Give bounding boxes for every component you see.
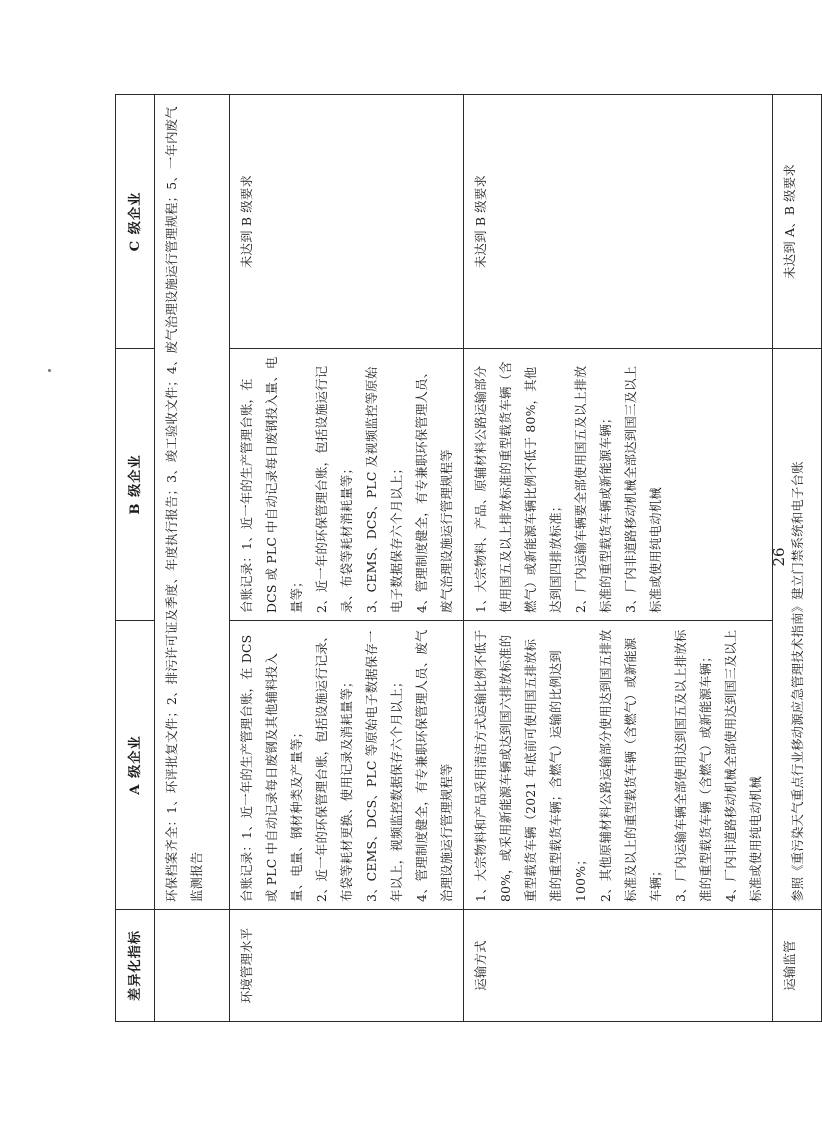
list-item: 2、其他原辅材料公路运输部分使用达到国五排放标准及以上的重型载货车辆（含燃气）或新能源车辆； [598, 629, 663, 902]
grade-c-supervision: 未达到 A、B 级要求 [773, 95, 822, 349]
empty-label-cell [155, 910, 230, 1022]
header-indicator: 差异化指标 [116, 910, 155, 1022]
grade-a-management [230, 621, 464, 910]
table-header-row [116, 95, 155, 1022]
page-number: 26 [770, 547, 788, 567]
list-item: 3、厂内运输车辆全部使用达到国五及以上排放标准的重型载货车辆（含燃气）或新能源车辆； [673, 629, 713, 902]
header-grade-c: C 级企业 [116, 95, 155, 349]
list-item: 4、管理制度健全，有专兼职环保管理人员、废气治理设施运行管理规程等 [414, 365, 454, 613]
list-item: 台账记录：1、近一年的生产管理台账，在 DCS 或 PLC 中自动记录每日废钢投入量、电量等； [239, 356, 304, 613]
grade-b-transport [464, 349, 773, 621]
list-item: 4、管理制度健全，有专兼职环保管理人员、废气治理设施运行管理规程等 [414, 629, 454, 902]
row-label-transport: 运输方式 [464, 910, 773, 1022]
grade-c-transport: 未达到 B 级要求 [464, 95, 773, 349]
row-label-supervision: 运输监管 [773, 910, 822, 1022]
list-item: 1、大宗物料、产品、原辅材料公路运输部分使用国五及以上排放标准的重型载货车辆（含燃气）或新能源车辆比例不低于 80%，其他达到国四排放标准； [473, 361, 563, 613]
differentiation-indicator-table [115, 94, 822, 1022]
grade-b-management [230, 349, 464, 621]
table-row-transport-mode [464, 95, 773, 1022]
list-item: 3、CEMS、DCS、PLC 及视频监控等原始电子数据保存六个月以上； [364, 366, 404, 613]
grade-ab-supervision: 参照《重污染天气重点行业移动源应急管理技术指南》建立门禁系统和电子台账 [773, 349, 822, 910]
list-item: 3、CEMS、DCS、PLC 等原始电子数据保存一年以上，视频监控数据保存六个月以上； [364, 630, 404, 902]
scan-speck [48, 369, 51, 372]
records-requirement: 环保档案齐全：1、环评批复文件；2、排污许可证及季度、年度执行报告；3、竣工验收文件；4、废气治理设施运行管理规程；5、一年内废气监测报告 [155, 95, 230, 910]
table-row-environmental-records [155, 95, 230, 1022]
grade-c-management: 未达到 B 级要求 [230, 95, 464, 349]
list-item: 2、近一年的环保管理台账，包括设施运行记录、布袋等耗材更换、使用记录及消耗量等； [314, 629, 354, 902]
list-item: 2、厂内运输车辆要全部使用国五及以上排放标准的重型载货车辆或新能源车辆； [573, 365, 613, 613]
list-item: 3、厂内非道路移动机械全部达到国三及以上标准或使用纯电动机械 [623, 365, 663, 613]
grade-a-transport [464, 621, 773, 910]
list-item: 2、近一年的环保管理台账，包括设施运行记录、布袋等耗材消耗量等； [314, 365, 354, 613]
row-label-management: 环境管理水平 [230, 910, 464, 1022]
header-grade-b: B 级企业 [116, 349, 155, 621]
list-item: 1、大宗物料和产品采用清洁方式运输比例不低于 80%，或采用新能源车辆或达到国六排放标准的重型载货车辆（2021 年底前可使用国五排放标准的重型载货车辆；含燃气）运输的比例达到 100%； [473, 629, 588, 902]
header-grade-a: A 级企业 [116, 621, 155, 910]
list-item: 台账记录：1、近一年的生产管理台账，在 DCS 或 PLC 中自动记录每日废钢及其他辅料投入量、电量、钢材种类及产量等； [239, 634, 304, 902]
list-item: 4、厂内非道路移动机械全部使用达到国三及以上标准或使用纯电动机械 [723, 629, 763, 902]
table-row-environmental-management [230, 95, 464, 1022]
